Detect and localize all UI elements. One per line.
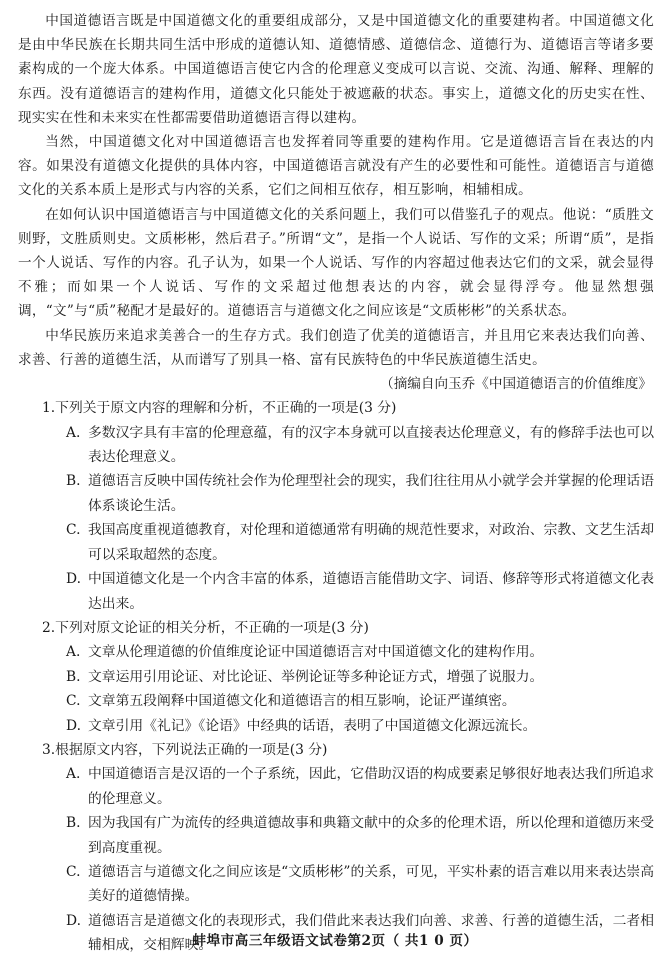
option-label: A. bbox=[66, 766, 81, 783]
option-text: 道德语言是道德文化的表现形式，我们借此来表达我们向善、求善、行善的道德生活，二者相辅相成，交相辉映。 bbox=[88, 912, 654, 954]
option-b bbox=[18, 665, 654, 689]
option-c bbox=[18, 689, 654, 713]
passage-source: （摘编自向玉乔《中国道德语言的价值维度》 bbox=[380, 376, 652, 393]
option-b bbox=[18, 469, 654, 518]
page-footer: 蚌埠市高三年级语文试卷第2页（ 共1 0 页） bbox=[192, 933, 478, 949]
option-d bbox=[18, 567, 654, 616]
option-text: 中国道德语言是汉语的一个子系统，因此，它借助汉语的构成要素足够很好地表达我们所追求的伦理意义。 bbox=[88, 766, 654, 807]
option-text: 中国道德文化是一个内含丰富的体系，道德语言能借助文字、词语、修辞等形式将道德文化表达出来。 bbox=[88, 571, 654, 612]
option-text: 道德语言反映中国传统社会作为伦理型社会的现实，我们往往用从小就学会并掌握的伦理话语体系谈论生活。 bbox=[88, 473, 654, 514]
option-text: 文章第五段阐释中国道德文化和道德语言的相互影响，论证严谨缜密。 bbox=[88, 693, 516, 710]
option-a bbox=[18, 421, 654, 470]
option-label: C. bbox=[66, 863, 81, 880]
option-b bbox=[18, 811, 654, 860]
question-stem: 3.根据原文内容，下列说法正确的一项是(3 分) bbox=[42, 741, 328, 758]
option-label: B. bbox=[66, 815, 81, 832]
option-text: 文章引用《礼记》《论语》中经典的话语，表明了中国道德文化源远流长。 bbox=[88, 717, 537, 734]
option-label: D. bbox=[66, 571, 81, 588]
question-stem: 2.下列对原文论证的相关分析，不正确的一项是(3 分) bbox=[42, 619, 369, 636]
question-2 bbox=[18, 616, 654, 738]
passage-paragraph-3: 在如何认识中国道德语言与中国道德文化的关系问题上，我们可以借鉴孔子的观点。他说：“质胜文则野，文胜质则史。文质彬彬，然后君子。”所谓“文”，是指一个人说话、写作的文采；所谓“质”，是指一个人说话、写作的内容。孔子认为，如果一个人说话、写作的内容超过他表达它们的文采，就会显得不雅；而如果一个人说话、写作的文采超过他想表达的内容，就会显得浮夸。他显然想强调，“文”与“质”秘配才是最好的。道德语言与道德文化之间应该是“文质彬彬”的关系状态。 bbox=[18, 206, 654, 320]
passage-paragraph-2: 当然，中国道德文化对中国道德语言也发挥着同等重要的建构作用。它是道德语言旨在表达的内容。如果没有道德文化提供的具体内容，中国道德语言就没有产生的必要性和可能性。道德语言与道德文化的关系本质上是形式与内容的关系，它们之间相互依存，相互影响，相辅相成。 bbox=[18, 134, 654, 199]
option-label: A. bbox=[66, 644, 81, 661]
option-text: 道德语言与道德文化之间应该是“文质彬彬”的关系，可见，平实朴素的语言难以用来表达崇高美好的道德情操。 bbox=[88, 863, 654, 905]
option-text: 文章运用引用论证、对比论证、举例论证等多种论证方式，增强了说服力。 bbox=[88, 668, 544, 685]
option-label: D. bbox=[66, 912, 81, 929]
option-c bbox=[18, 860, 654, 909]
option-label: B. bbox=[66, 473, 81, 490]
option-text: 文章从伦理道德的价值维度论证中国道德语言对中国道德文化的建构作用。 bbox=[88, 644, 544, 661]
question-3 bbox=[18, 738, 654, 958]
option-label: D. bbox=[66, 717, 81, 734]
option-label: B. bbox=[66, 668, 81, 685]
option-text: 因为我国有广为流传的经典道德故事和典籍文献中的众多的伦理术语，所以伦理和道德历来受到高度重视。 bbox=[88, 815, 654, 856]
option-c bbox=[18, 518, 654, 567]
passage-paragraph-4: 中华民族历来追求美善合一的生存方式。我们创造了优美的道德语言，并且用它来表达我们向善、求善、行善的道德生活，从而谱写了别具一格、富有民族特色的中华民族道德生活史。 bbox=[18, 327, 654, 368]
question-1 bbox=[18, 396, 654, 616]
option-label: C. bbox=[66, 522, 81, 539]
option-d bbox=[18, 714, 654, 738]
option-text: 多数汉字具有丰富的伦理意蕴，有的汉字本身就可以直接表达伦理意义，有的修辞手法也可以表达伦理意义。 bbox=[88, 424, 654, 466]
passage-paragraph-1: 中国道德语言既是中国道德文化的重要组成部分，又是中国道德文化的重要建构者。中国道德文化是由中华民族在长期共同生活中形成的道德认知、道德情感、道德信念、道德行为、道德语言等诸多要素构成的一个庞大体系。中国道德语言使它内含的伦理意义变成可以言说、交流、沟通、解释、理解的东西。没有道德语言的建构作用，道德文化只能处于被遮蔽的状态。事实上，道德文化的历史实在性、现实实在性和未来实在性都需要借助道德语言得以建构。 bbox=[18, 13, 654, 126]
option-text: 我国高度重视道德教育，对伦理和道德通常有明确的规范性要求，对政治、宗教、文艺生活却可以采取超然的态度。 bbox=[88, 522, 654, 563]
option-a bbox=[18, 762, 654, 811]
question-stem: 1.下列关于原文内容的理解和分析，不正确的一项是(3 分) bbox=[42, 400, 397, 417]
option-label: A. bbox=[66, 424, 81, 441]
option-a bbox=[18, 640, 654, 664]
option-label: C. bbox=[66, 693, 81, 710]
reading-passage bbox=[18, 9, 654, 396]
